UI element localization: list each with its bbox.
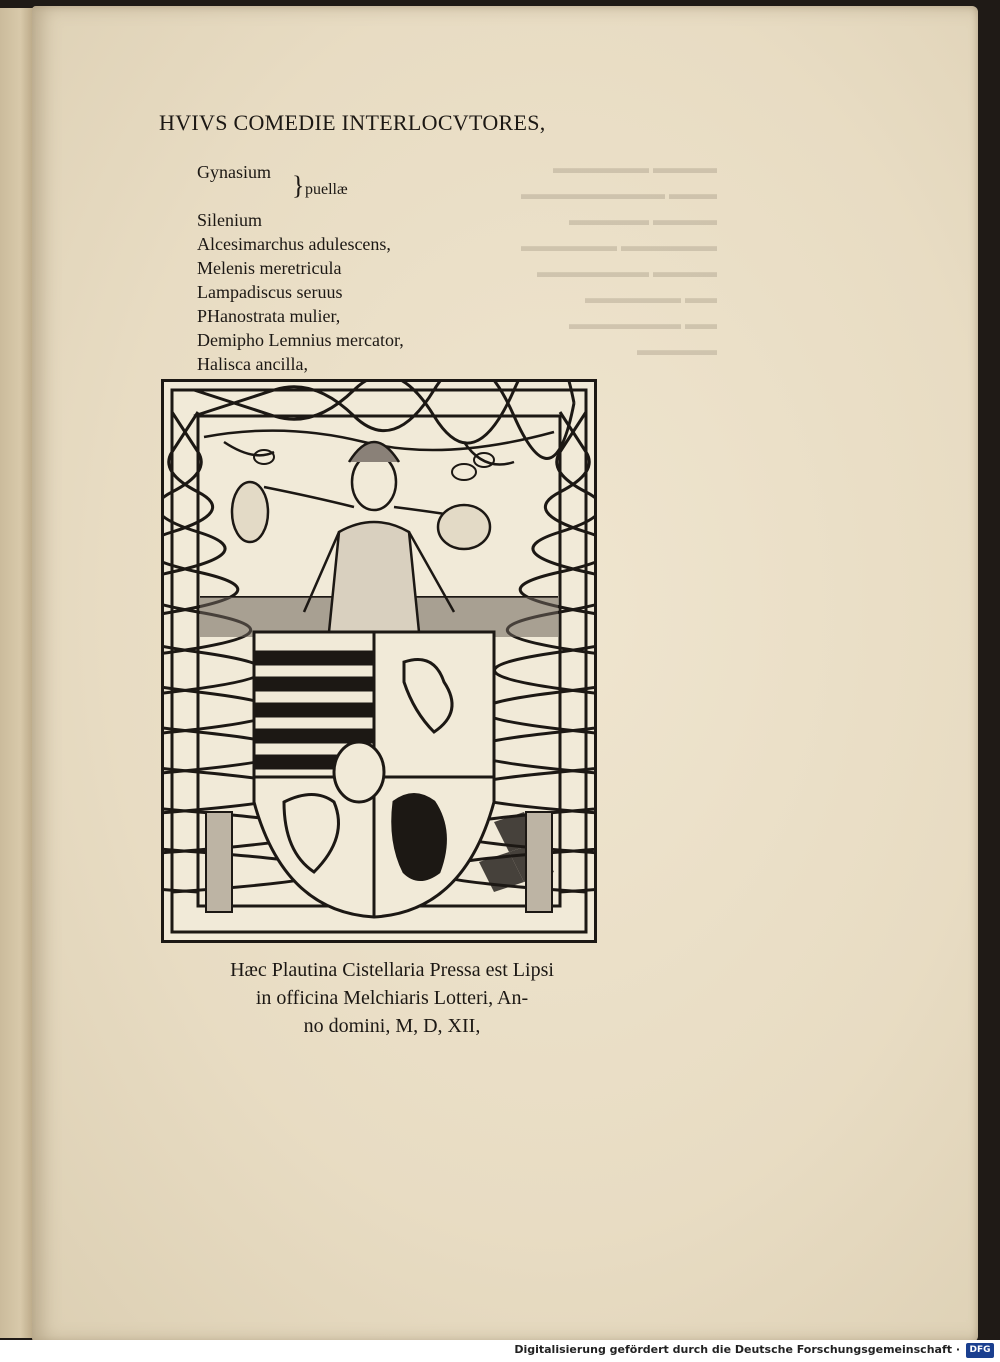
previous-page-edge xyxy=(0,8,36,1338)
book-page xyxy=(32,6,978,1342)
brace-glyph: } xyxy=(292,171,305,200)
woodcut-illustration xyxy=(161,379,597,943)
digitization-footer xyxy=(0,1340,1000,1362)
brace-label: puellæ xyxy=(305,181,348,198)
role-line: Alcesimarchus adulescens, xyxy=(197,234,391,254)
role-line: Melenis meretricula xyxy=(197,258,342,278)
colophon-line: in officina Melchiaris Lotteri, An- xyxy=(255,987,529,1009)
role-line: Halisca ancilla, xyxy=(197,354,308,374)
role-line: Demipho Lemnius mercator, xyxy=(197,330,404,350)
funding-notice: Digitalisierung gefördert durch die Deutsche Forschungsgemeinschaft · xyxy=(514,1343,960,1356)
colophon-line: no domini, M, D, XII, xyxy=(303,1015,481,1037)
role-line: Silenium xyxy=(197,210,263,230)
dfg-logo-icon: DFG xyxy=(966,1343,994,1358)
character-list xyxy=(197,160,517,400)
colophon-line: Hæc Plautina Cistellaria Pressa est Lipsi xyxy=(230,959,554,981)
woodcut-drawing xyxy=(164,382,594,940)
page-heading: HVIVS COMEDIE INTERLOCVTORES, xyxy=(159,110,546,135)
bleed-through-text: ▬▬▬▬ ▬▬▬▬▬▬ ▬▬▬ ▬▬▬▬▬▬▬▬▬ ▬▬▬▬ ▬▬▬▬▬ ▬▬▬▬▬▬ ▬▬▬▬▬▬ ▬▬▬▬ ▬▬▬▬▬▬▬ ▬▬ ▬▬▬▬▬▬ ▬▬ ▬▬▬▬▬▬▬ ▬▬▬▬▬ xyxy=(521,160,717,359)
role-line: Lampadiscus seruus xyxy=(197,282,343,302)
colophon xyxy=(212,956,572,1040)
role-line: PHanostrata mulier, xyxy=(197,306,341,326)
role-line: Gynasium xyxy=(197,162,271,182)
